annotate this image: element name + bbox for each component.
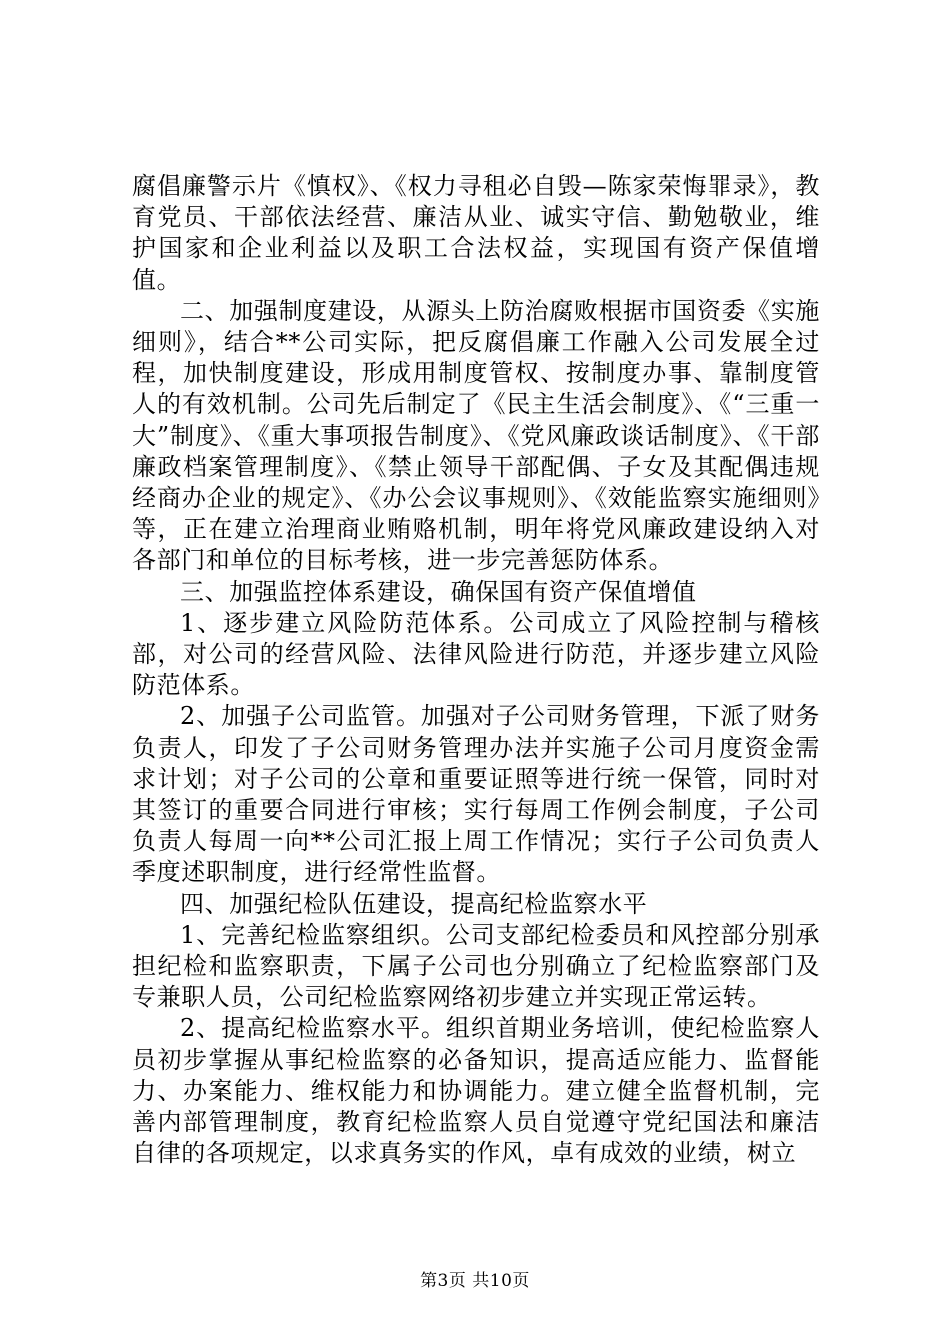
page-number-footer: 第3页 共10页 <box>420 1271 530 1291</box>
section-heading: 三、加强监控体系建设，确保国有资产保值增值 <box>180 577 697 606</box>
paragraph: 1、逐步建立风险防范体系。公司成立了风险控制与稽核部，对公司的经营风险、法律风险进行防范，并逐步建立风险防范体系。 <box>132 608 820 700</box>
paragraph: 二、加强制度建设，从源头上防治腐败根据市国资委《实施细则》，结合**公司实际，把反腐倡廉工作融入公司发展全过程，加快制度建设，形成用制度管权、按制度办事、靠制度管人的有效机制。公司先后制定了《民主生活会制度》、《“三重一大”制度》、《重大事项报告制度》、《党风廉政谈话制度》、《干部廉政档案管理制度》、《禁止领导干部配偶、子女及其配偶违规经商办企业的规定》、《办公会议事规则》、《效能监察实施细则》等，正在建立治理商业贿赂机制，明年将党风廉政建设纳入对各部门和单位的目标考核，进一步完善惩防体系。 <box>132 296 820 575</box>
paragraph: 腐倡廉警示片《慎权》、《权力寻租必自毁—陈家荣悔罪录》，教育党员、干部依法经营、廉洁从业、诚实守信、勤勉敬业，维护国家和企业利益以及职工合法权益，实现国有资产保值增值。 <box>132 172 820 294</box>
paragraph: 2、提高纪检监察水平。组织首期业务培训，使纪检监察人员初步掌握从事纪检监察的必备知识，提高适应能力、监督能力、办案能力、维权能力和协调能力。建立健全监督机制，完善内部管理制度，教育纪检监察人员自觉遵守党纪国法和廉洁自律的各项规定，以求真务实的作风，卓有成效的业绩，树立 <box>132 1014 820 1168</box>
section-heading: 四、加强纪检队伍建设，提高纪检监察水平 <box>180 889 648 918</box>
paragraph: 2、加强子公司监管。加强对子公司财务管理，下派了财务负责人，印发了子公司财务管理办法并实施子公司月度资金需求计划；对子公司的公章和重要证照等进行统一保管，同时对其签订的重要合同进行审核；实行每周工作例会制度，子公司负责人每周一向**公司汇报上周工作情况；实行子公司负责人季度述职制度，进行经常性监督。 <box>132 702 820 887</box>
document-body <box>132 171 820 1170</box>
paragraph: 1、完善纪检监察组织。公司支部纪检委员和风控部分别承担纪检和监察职责，下属子公司也分别确立了纪检监察部门及专兼职人员，公司纪检监察网络初步建立并实现正常运转。 <box>132 920 820 1012</box>
